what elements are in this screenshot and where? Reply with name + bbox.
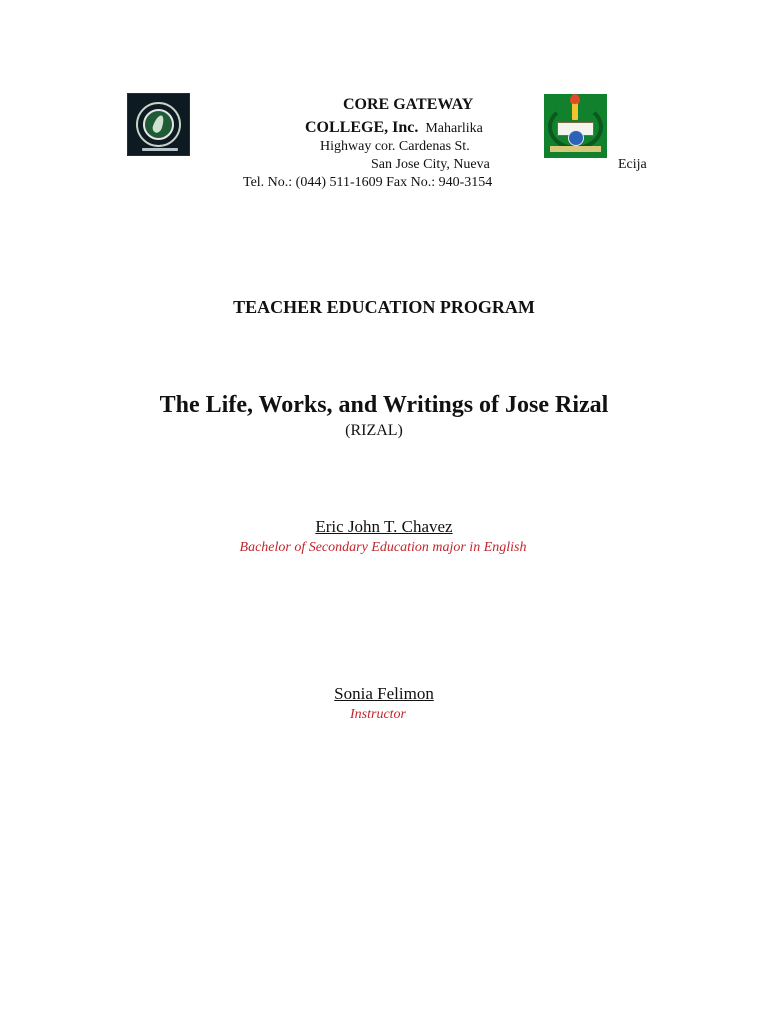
instructor-name-wrap	[0, 684, 768, 704]
globe-icon	[568, 130, 584, 146]
seal-founded-band	[142, 148, 178, 151]
ribbon-icon	[550, 146, 601, 152]
contact-info: Tel. No.: (044) 511-1609 Fax No.: 940-3154	[243, 175, 493, 190]
address-part1: Maharlika	[425, 121, 483, 136]
institution-name-line1: CORE GATEWAY	[343, 96, 474, 113]
torch-book-globe-emblem	[544, 94, 607, 158]
address-part4: Ecija	[618, 157, 647, 172]
program-heading: TEACHER EDUCATION PROGRAM	[233, 297, 535, 317]
institution-name-line2: COLLEGE, Inc.	[305, 119, 419, 136]
address-part2: Highway cor. Cardenas St.	[320, 139, 470, 154]
flame-icon	[570, 94, 580, 104]
student-name-wrap	[0, 517, 768, 537]
college-seal-logo	[127, 93, 190, 156]
course-code: (RIZAL)	[345, 422, 403, 439]
course-title: The Life, Works, and Writings of Jose Rizal	[159, 392, 609, 418]
instructor-role: Instructor	[350, 707, 406, 722]
student-degree: Bachelor of Secondary Education major in English	[239, 540, 527, 555]
institution-name-line2-row	[305, 118, 483, 137]
student-name: Eric John T. Chavez	[315, 517, 453, 536]
address-part3: San Jose City, Nueva	[371, 157, 490, 172]
instructor-name: Sonia Felimon	[334, 684, 434, 703]
